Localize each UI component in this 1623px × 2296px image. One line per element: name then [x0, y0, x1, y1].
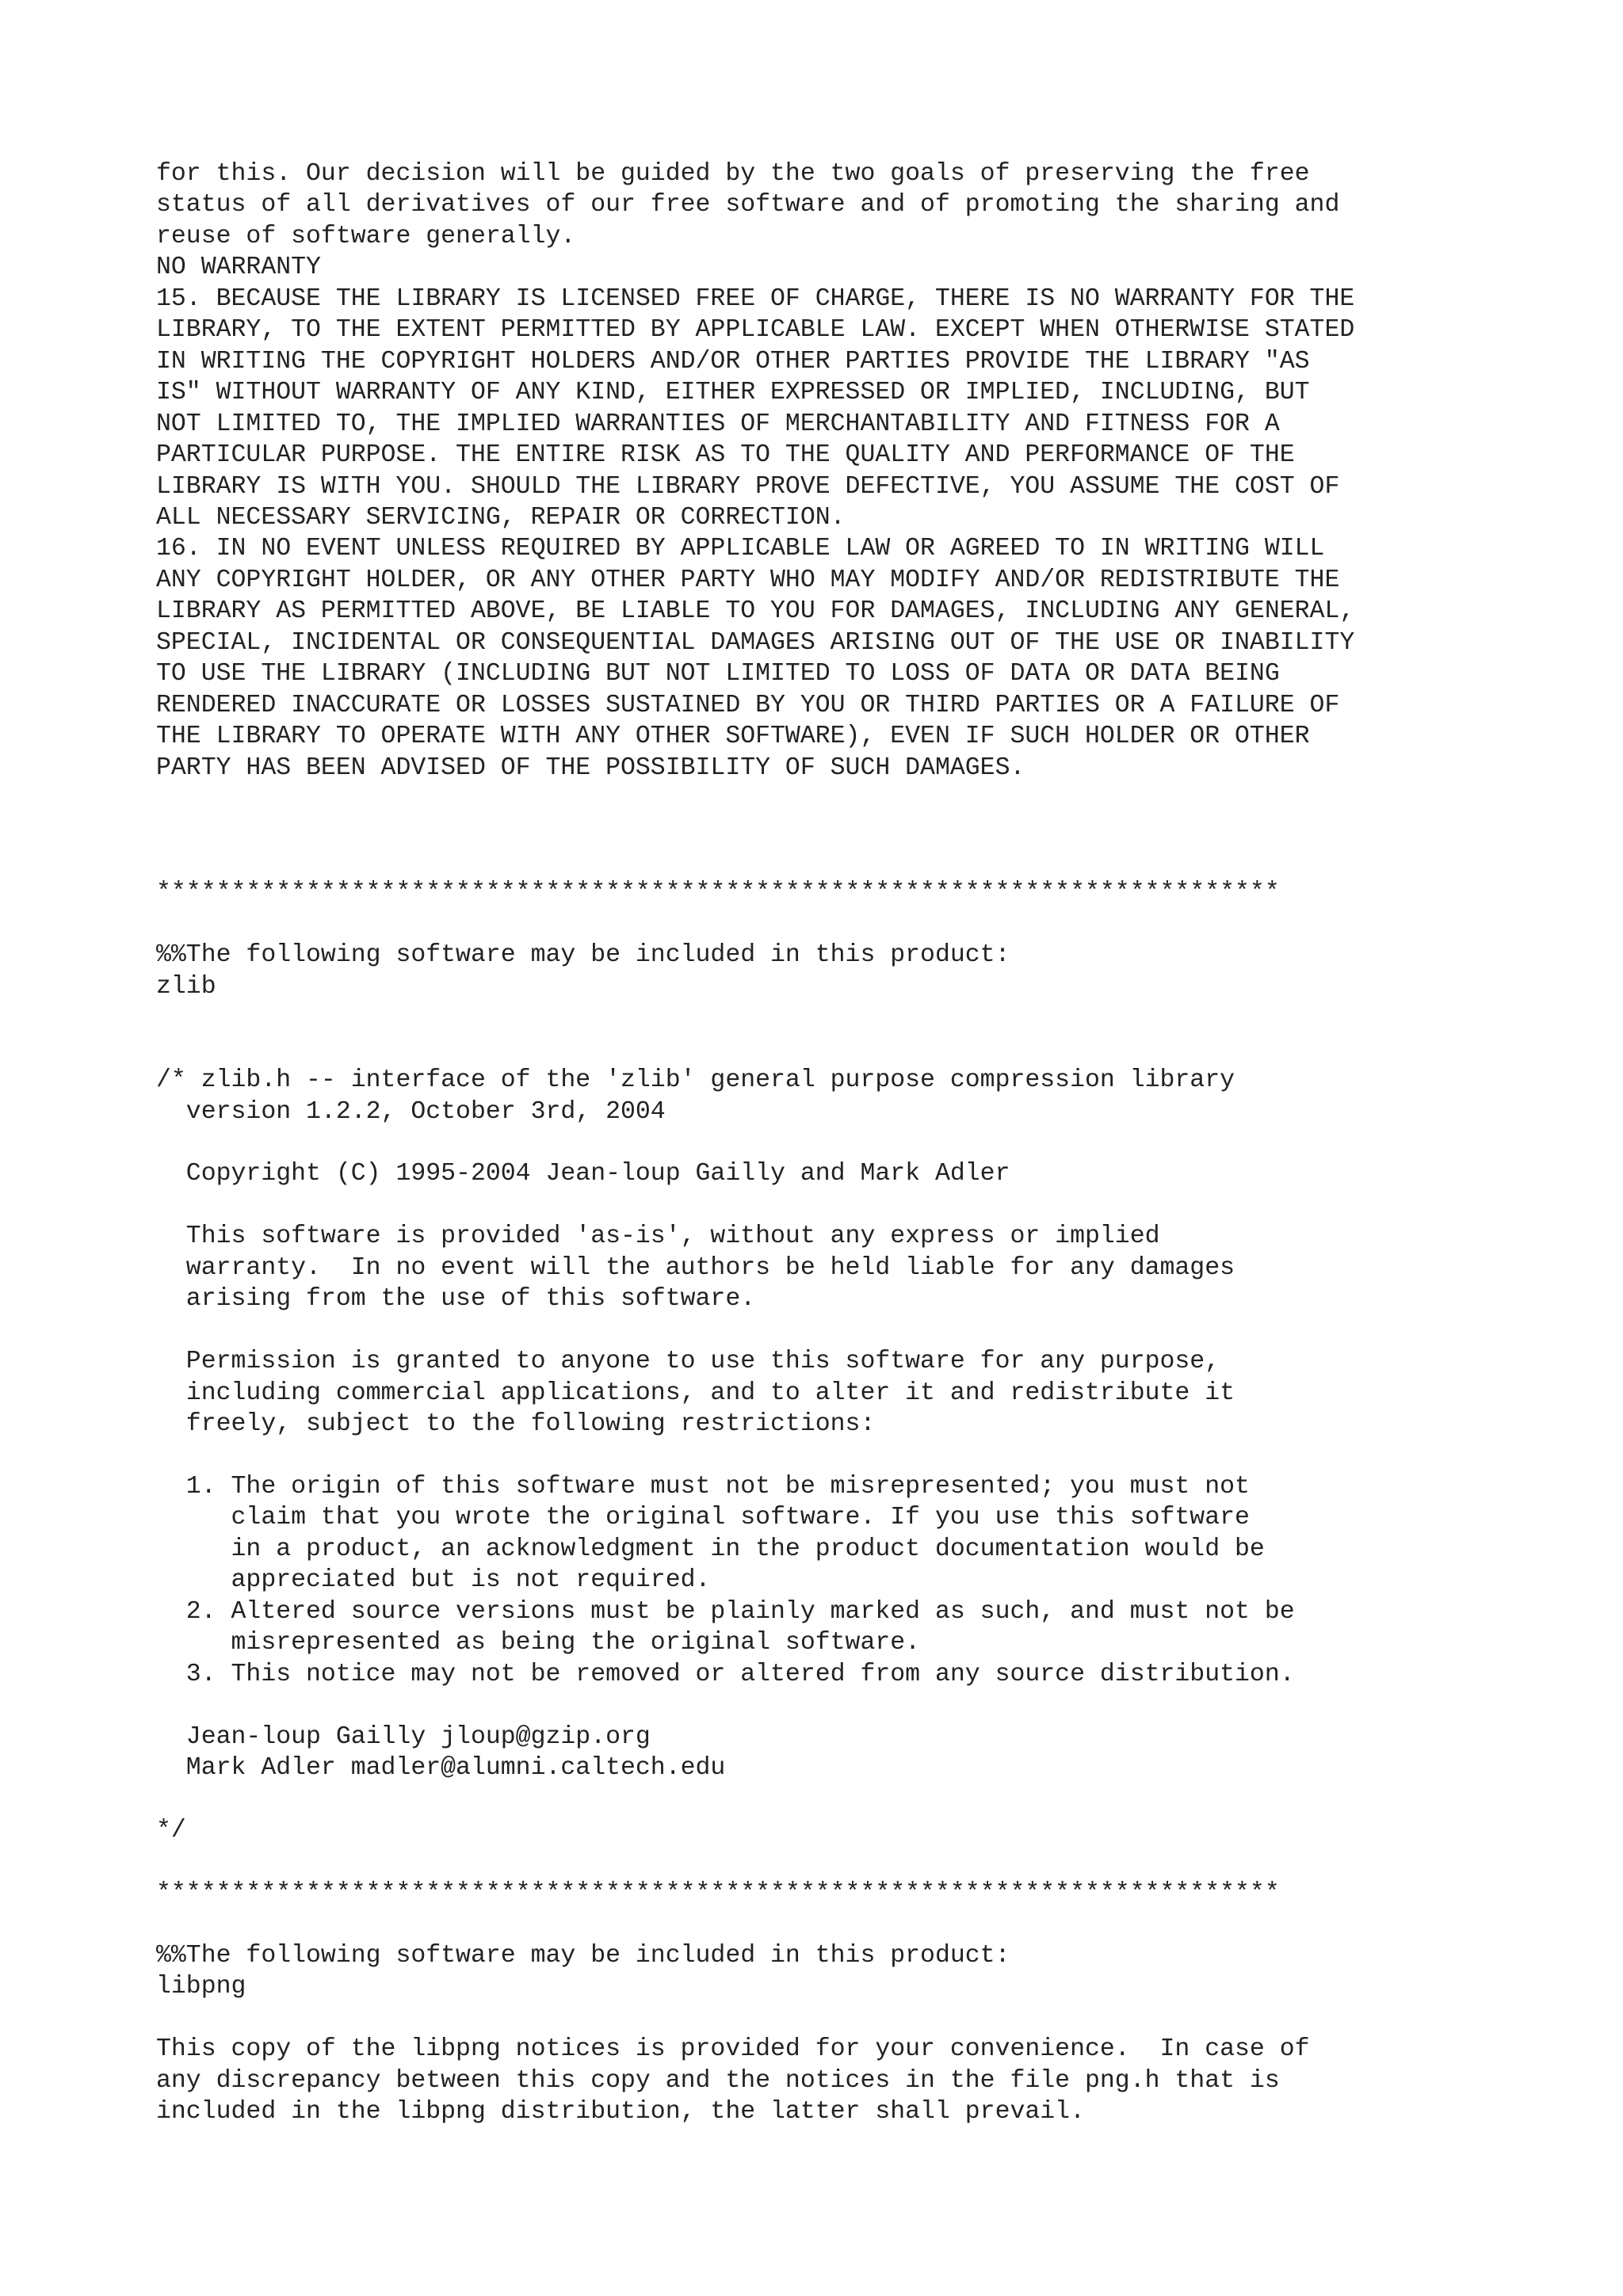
text-line: IN WRITING THE COPYRIGHT HOLDERS AND/OR OTHER PARTIES PROVIDE THE LIBRARY "AS [156, 347, 1310, 376]
text-line: PARTICULAR PURPOSE. THE ENTIRE RISK AS TO THE QUALITY AND PERFORMANCE OF THE [156, 441, 1295, 469]
text-line: Permission is granted to anyone to use this software for any purpose, [156, 1348, 1220, 1376]
text-line: NO WARRANTY [156, 254, 321, 282]
text-line: any discrepancy between this copy and the notices in the file png.h that is [156, 2066, 1280, 2095]
text-line: version 1.2.2, October 3rd, 2004 [156, 1097, 666, 1126]
text-line: %%The following software may be included in this product: [156, 1941, 1010, 1970]
text-line: 15. BECAUSE THE LIBRARY IS LICENSED FREE OF CHARGE, THERE IS NO WARRANTY FOR THE [156, 284, 1355, 313]
text-line: claim that you wrote the original software. If you use this software [156, 1504, 1250, 1532]
text-line: appreciated but is not required. [156, 1566, 711, 1595]
text-line: /* zlib.h -- interface of the 'zlib' general purpose compression library [156, 1066, 1235, 1095]
text-line: This software is provided 'as-is', without any express or implied [156, 1222, 1160, 1251]
text-line: PARTY HAS BEEN ADVISED OF THE POSSIBILITY OF SUCH DAMAGES. [156, 753, 1025, 782]
text-line: 16. IN NO EVENT UNLESS REQUIRED BY APPLICABLE LAW OR AGREED TO IN WRITING WILL [156, 535, 1325, 563]
text-line: in a product, an acknowledgment in the product documentation would be [156, 1535, 1265, 1563]
text-line: warranty. In no event will the authors be held liable for any damages [156, 1253, 1235, 1282]
text-line: %%The following software may be included in this product: [156, 941, 1010, 970]
text-line: Copyright (C) 1995-2004 Jean-loup Gailly and Mark Adler [156, 1160, 1010, 1188]
text-line: ALL NECESSARY SERVICING, REPAIR OR CORRECTION. [156, 504, 846, 532]
text-line: LIBRARY AS PERMITTED ABOVE, BE LIABLE TO YOU FOR DAMAGES, INCLUDING ANY GENERAL, [156, 597, 1355, 626]
text-line: libpng [156, 1973, 246, 2001]
text-line: ANY COPYRIGHT HOLDER, OR ANY OTHER PARTY WHO MAY MODIFY AND/OR REDISTRIBUTE THE [156, 566, 1340, 594]
text-line: This copy of the libpng notices is provided for your convenience. In case of [156, 2035, 1310, 2063]
text-line: included in the libpng distribution, the latter shall prevail. [156, 2097, 1085, 2126]
text-line: reuse of software generally. [156, 222, 576, 250]
text-line: *************************************************************************** [156, 1878, 1280, 1907]
text-line: LIBRARY, TO THE EXTENT PERMITTED BY APPLICABLE LAW. EXCEPT WHEN OTHERWISE STATED [156, 316, 1355, 345]
text-line: for this. Our decision will be guided by the two goals of preserving the free [156, 160, 1310, 188]
text-line: including commercial applications, and to alter it and redistribute it [156, 1379, 1235, 1407]
text-line: arising from the use of this software. [156, 1285, 756, 1314]
text-line: *************************************************************************** [156, 879, 1280, 907]
text-line: */ [156, 1816, 186, 1844]
text-line: SPECIAL, INCIDENTAL OR CONSEQUENTIAL DAMAGES ARISING OUT OF THE USE OR INABILITY [156, 628, 1355, 657]
text-line: 2. Altered source versions must be plainly marked as such, and must not be [156, 1597, 1295, 1626]
text-line: RENDERED INACCURATE OR LOSSES SUSTAINED BY YOU OR THIRD PARTIES OR A FAILURE OF [156, 691, 1340, 719]
text-line: Mark Adler madler@alumni.caltech.edu [156, 1753, 726, 1782]
text-line: LIBRARY IS WITH YOU. SHOULD THE LIBRARY PROVE DEFECTIVE, YOU ASSUME THE COST OF [156, 472, 1340, 501]
text-line: THE LIBRARY TO OPERATE WITH ANY OTHER SOFTWARE), EVEN IF SUCH HOLDER OR OTHER [156, 723, 1310, 751]
text-line: NOT LIMITED TO, THE IMPLIED WARRANTIES OF MERCHANTABILITY AND FITNESS FOR A [156, 410, 1280, 438]
text-line: status of all derivatives of our free software and of promoting the sharing and [156, 191, 1340, 219]
text-line: TO USE THE LIBRARY (INCLUDING BUT NOT LIMITED TO LOSS OF DATA OR DATA BEING [156, 660, 1280, 688]
text-line: misrepresented as being the original software. [156, 1629, 921, 1657]
text-line: 1. The origin of this software must not be misrepresented; you must not [156, 1472, 1250, 1501]
text-line: freely, subject to the following restrictions: [156, 1410, 876, 1438]
text-line: Jean-loup Gailly jloup@gzip.org [156, 1722, 651, 1751]
text-line: IS" WITHOUT WARRANTY OF ANY KIND, EITHER EXPRESSED OR IMPLIED, INCLUDING, BUT [156, 379, 1310, 407]
text-line: zlib [156, 972, 216, 1001]
text-line: 3. This notice may not be removed or altered from any source distribution. [156, 1660, 1295, 1688]
